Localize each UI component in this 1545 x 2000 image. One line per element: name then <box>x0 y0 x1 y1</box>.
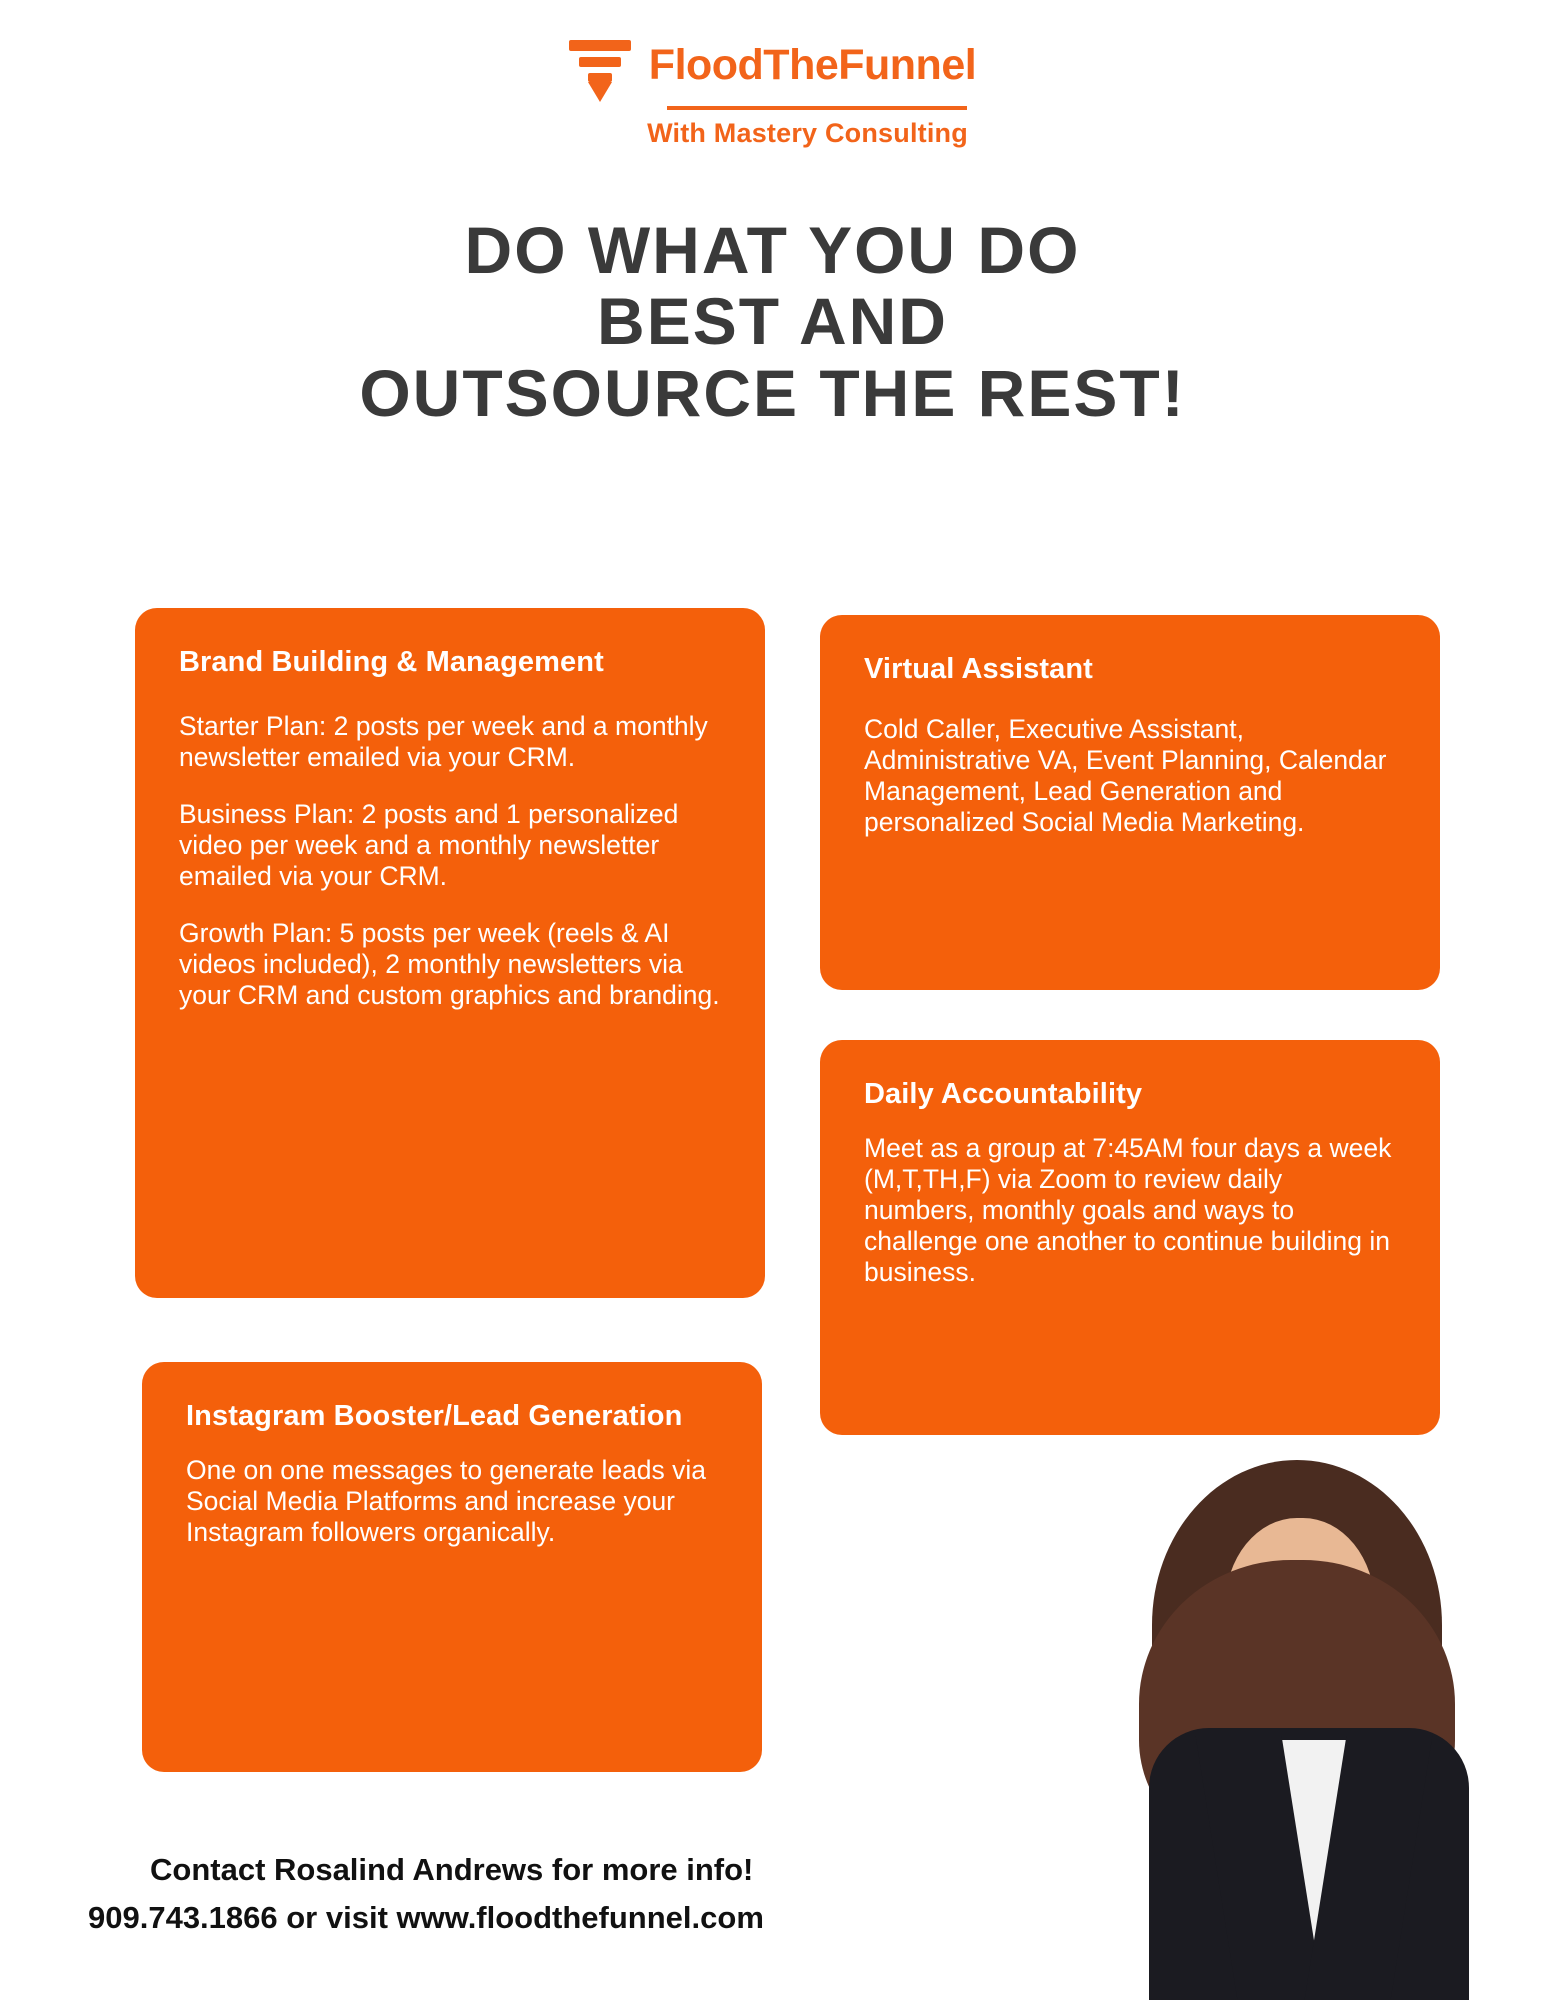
headline-line-3: OUTSOURCE THE REST! <box>359 355 1186 430</box>
headline-line-1: DO WHAT YOU DO <box>464 213 1081 287</box>
contact-footer <box>88 1846 764 1942</box>
service-card-instagram-booster <box>142 1362 762 1772</box>
card-title-virtual-assistant: Virtual Assistant <box>864 653 1093 685</box>
service-card-daily-accountability <box>820 1040 1440 1435</box>
card-text-growth-plan: Growth Plan: 5 posts per week (reels & AI videos included), 2 monthly newsletters via your CRM and custom graphics and branding. <box>179 918 720 1011</box>
logo-row <box>569 30 976 100</box>
page-title <box>0 215 1545 429</box>
funnel-icon <box>569 30 631 100</box>
contact-line-1: Contact Rosalind Andrews for more info! <box>150 1851 754 1887</box>
card-title-instagram-booster: Instagram Booster/Lead Generation <box>186 1400 683 1432</box>
headline-line-2: BEST AND <box>597 284 948 359</box>
logo-tagline: With Mastery Consulting <box>647 118 968 148</box>
service-card-virtual-assistant <box>820 615 1440 990</box>
card-text-virtual-assistant: Cold Caller, Executive Assistant, Administrative VA, Event Planning, Calendar Management, Lead Generation and personalized Social Media Marketing. <box>864 714 1387 838</box>
logo-divider <box>667 106 967 110</box>
card-text-instagram-booster: One on one messages to generate leads via Social Media Platforms and increase your Instagram followers organically. <box>186 1455 707 1548</box>
card-text-starter-plan: Starter Plan: 2 posts per week and a monthly newsletter emailed via your CRM. <box>179 711 708 773</box>
service-card-brand-building <box>135 608 765 1298</box>
portrait-photo <box>1097 1440 1517 2000</box>
card-text-daily-accountability: Meet as a group at 7:45AM four days a week (M,T,TH,F) via Zoom to review daily numbers, monthly goals and ways to challenge one another to continue building in business. <box>864 1133 1392 1288</box>
card-text-business-plan: Business Plan: 2 posts and 1 personalized video per week and a monthly newsletter emailed via your CRM. <box>179 799 679 892</box>
brand-logo <box>0 30 1545 149</box>
logo-wordmark: FloodTheFunnel <box>648 40 977 89</box>
card-title-brand-building: Brand Building & Management <box>179 646 604 678</box>
contact-line-2[interactable]: 909.743.1866 or visit www.floodthefunnel.com <box>88 1899 764 1935</box>
card-title-daily-accountability: Daily Accountability <box>864 1078 1143 1110</box>
